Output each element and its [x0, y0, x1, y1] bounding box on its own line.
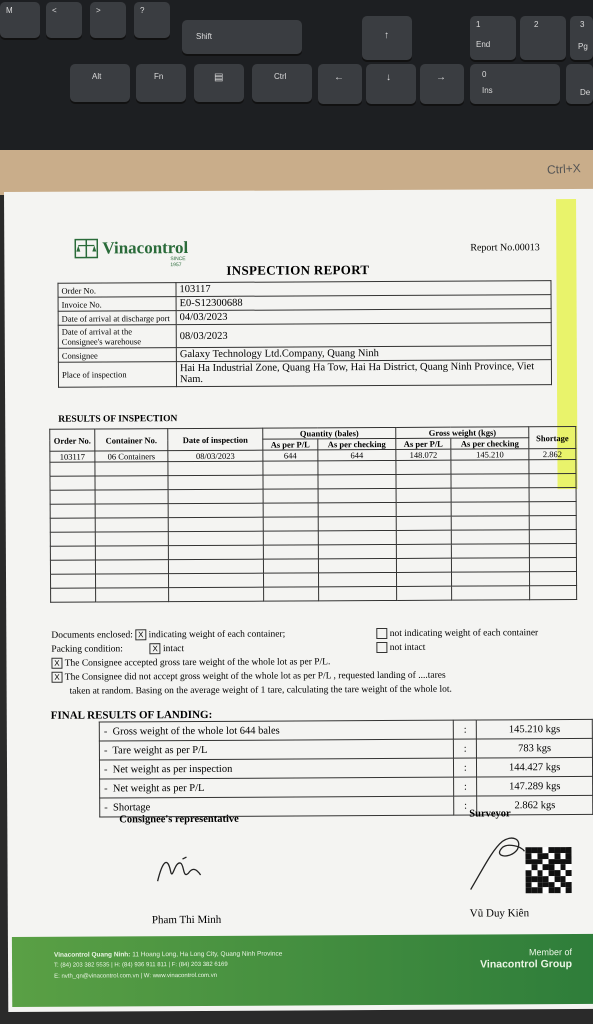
final-label: - Net weight as per P/L — [100, 777, 454, 798]
final-row: - Tare weight as per P/L : 783 kgs — [99, 738, 592, 760]
down-arrow-icon: ↓ — [386, 72, 391, 83]
qr-code — [525, 847, 571, 893]
info-value: Galaxy Technology Ltd.Company, Quang Ninh — [176, 346, 551, 362]
info-label: Consignee — [58, 348, 176, 363]
final-results-table — [99, 719, 593, 818]
logo-text: Vinacontrol — [102, 238, 189, 258]
col-date: Date of inspection — [168, 428, 263, 450]
up-arrow-icon: ↑ — [384, 30, 389, 41]
signature-minh — [152, 851, 212, 891]
cell-order-no: 103117 — [50, 451, 95, 462]
col-gross-pl: As per P/L — [396, 438, 451, 449]
checkbox-checked: X — [150, 643, 161, 654]
statement-2b-text: taken at random. Basing on the average weight of 1 tare, calculating the tare weight of the whole lot. — [69, 684, 452, 697]
cell-gross-pl: 148.072 — [396, 449, 451, 460]
checkbox-unchecked — [376, 628, 387, 639]
statement-2-text: The Consignee did not accept gross weight of the whole lot as per P/L , requested landing of ....tares — [64, 670, 446, 683]
surveyor-label: Surveyor — [469, 808, 511, 820]
footer-phones: T: (84) 203 382 5535 | H: (84) 936 911 811 | F: (84) 203 382 6169 — [54, 961, 228, 969]
key-0-ins — [470, 64, 560, 104]
ctrl-x-note: Ctrl+X — [546, 161, 582, 177]
checkbox-checked: X — [51, 658, 62, 669]
desk-surface — [0, 150, 593, 195]
key-less — [46, 2, 82, 38]
footer-email: E: nvth_qn@vinacontrol.com.vn | W: www.vinacontrol.com.vn — [54, 972, 218, 980]
final-label: - Shortage — [100, 796, 454, 817]
documents-row — [51, 626, 591, 643]
key-fn — [136, 64, 186, 102]
final-label: - Net weight as per inspection — [99, 758, 453, 779]
packing-not-intact: not intact — [389, 642, 426, 653]
key-left-arrow — [318, 64, 362, 104]
consignee-rep-label: Consignee's representative — [119, 813, 239, 826]
key-label: M — [6, 6, 13, 15]
key-label: De — [580, 88, 591, 97]
info-label: Invoice No. — [58, 297, 176, 312]
report-title: INSPECTION REPORT — [226, 262, 370, 278]
info-label: Order No. — [58, 283, 176, 298]
key-label: Ctrl — [274, 72, 287, 81]
info-row — [58, 360, 551, 388]
key-2 — [520, 16, 566, 60]
key-label: Shift — [196, 32, 213, 41]
key-label: 1 — [476, 20, 481, 29]
key-label: 2 — [534, 20, 539, 29]
info-row — [58, 323, 551, 349]
key-label: > — [96, 6, 101, 15]
documents-label: Documents enclosed: — [51, 630, 133, 641]
col-shortage: Shortage — [529, 427, 576, 449]
right-arrow-icon: → — [436, 72, 446, 83]
final-row: - Net weight as per inspection : 144.427 kgs — [99, 757, 592, 779]
key-label: Ins — [482, 86, 493, 95]
info-value: 103117 — [176, 281, 551, 297]
final-value: 783 kgs — [477, 738, 593, 758]
key-ctrl — [252, 64, 312, 102]
inspection-report-page — [4, 189, 593, 1012]
col-quantity: Quantity (bales) — [263, 427, 396, 439]
col-container-no: Container No. — [95, 429, 168, 451]
cell-shortage: 2.862 — [529, 449, 576, 460]
order-info-table — [57, 280, 552, 388]
col-qty-pl: As per P/L — [263, 439, 318, 450]
signature-kien — [462, 829, 532, 899]
key-question — [134, 2, 170, 38]
surveyor-name: Vũ Duy Kiên — [469, 907, 530, 920]
keyboard-background — [0, 0, 593, 150]
footer-banner — [12, 934, 593, 1007]
footer-address-line: Vinacontrol Quang Ninh: 11 Hoang Long, Ha Long City, Quang Ninh Province — [53, 950, 283, 959]
key-label: Pg — [578, 42, 588, 51]
checkbox-checked: X — [52, 672, 63, 683]
final-row: - Shortage : 2.862 kgs — [100, 795, 593, 817]
statement-1-text: The Consignee accepted gross tare weight of the whole lot as per P/L. — [64, 657, 331, 669]
col-gross-weight: Gross weight (kgs) — [396, 427, 529, 439]
vinacontrol-logo-icon — [74, 237, 98, 261]
packing-label: Packing condition: — [51, 644, 123, 655]
vinacontrol-logo — [74, 236, 189, 269]
footer-group: Vinacontrol Group — [480, 958, 573, 971]
final-value: 2.862 kgs — [477, 795, 593, 815]
key-alt — [70, 64, 130, 102]
key-del — [566, 64, 593, 104]
key-label: End — [476, 40, 491, 49]
key-label: 0 — [482, 70, 487, 79]
final-row: - Gross weight of the whole lot 644 bales : 145.210 kgs — [99, 719, 592, 741]
final-value: 147.289 kgs — [477, 776, 593, 796]
key-greater — [90, 2, 126, 38]
final-value: 144.427 kgs — [477, 757, 593, 777]
info-value: 04/03/2023 — [176, 309, 551, 325]
info-label: Place of inspection — [58, 362, 176, 388]
documents-opt2: not indicating weight of each container — [389, 628, 539, 639]
key-menu — [194, 64, 244, 102]
final-label: - Gross weight of the whole lot 644 bales — [99, 720, 453, 741]
logo-since: SINCE 1957 — [170, 256, 186, 269]
info-value: E0-S12300688 — [176, 295, 551, 311]
key-label: 3 — [580, 20, 585, 29]
info-value: Hai Ha Industrial Zone, Quang Ha Tow, Hai Ha District, Quang Ninh Province, Viet Nam. — [176, 360, 551, 387]
menu-icon: ▤ — [214, 72, 224, 83]
final-results-title: FINAL RESULTS OF LANDING: — [50, 708, 213, 722]
cell-qty-check: 644 — [318, 449, 396, 460]
key-down-arrow — [366, 64, 416, 104]
key-label: Fn — [154, 72, 164, 81]
key-label: < — [52, 6, 57, 15]
cell-gross-check: 145.210 — [451, 449, 529, 460]
cell-date: 08/03/2023 — [168, 450, 263, 461]
results-table — [49, 426, 577, 603]
checkbox-checked: X — [135, 630, 146, 641]
info-label: Date of arrival at discharge port — [58, 311, 176, 326]
info-label: Date of arrival at the Consignee's warehouse — [58, 325, 176, 349]
key-right-arrow — [420, 64, 464, 104]
key-m — [0, 2, 40, 38]
final-row: - Net weight as per P/L : 147.289 kgs — [100, 776, 593, 798]
key-shift — [182, 20, 302, 54]
footer-member-of: Member of — [528, 947, 573, 958]
documents-section — [51, 626, 591, 699]
key-label: Alt — [92, 72, 102, 81]
cell-qty-pl: 644 — [263, 450, 318, 461]
key-label: ? — [140, 6, 145, 15]
report-number: Report No.00013 — [470, 242, 540, 254]
final-value: 145.210 kgs — [477, 719, 593, 739]
key-up-arrow — [362, 16, 412, 60]
key-end — [470, 16, 516, 60]
packing-intact: intact — [163, 644, 185, 655]
empty-row — [51, 586, 577, 603]
info-value: 08/03/2023 — [176, 323, 551, 348]
key-3 — [570, 16, 593, 60]
consignee-name: Pham Thi Minh — [151, 913, 222, 927]
final-label: - Tare weight as per P/L — [99, 739, 453, 760]
documents-opt1: indicating weight of each container; — [148, 629, 286, 641]
left-arrow-icon: ← — [334, 72, 344, 83]
cell-container-no: 06 Containers — [95, 451, 168, 462]
col-qty-check: As per checking — [318, 438, 396, 449]
col-order-no: Order No. — [50, 429, 95, 451]
results-title: RESULTS OF INSPECTION — [58, 414, 178, 425]
col-gross-check: As per checking — [451, 438, 529, 449]
checkbox-unchecked — [376, 642, 387, 653]
